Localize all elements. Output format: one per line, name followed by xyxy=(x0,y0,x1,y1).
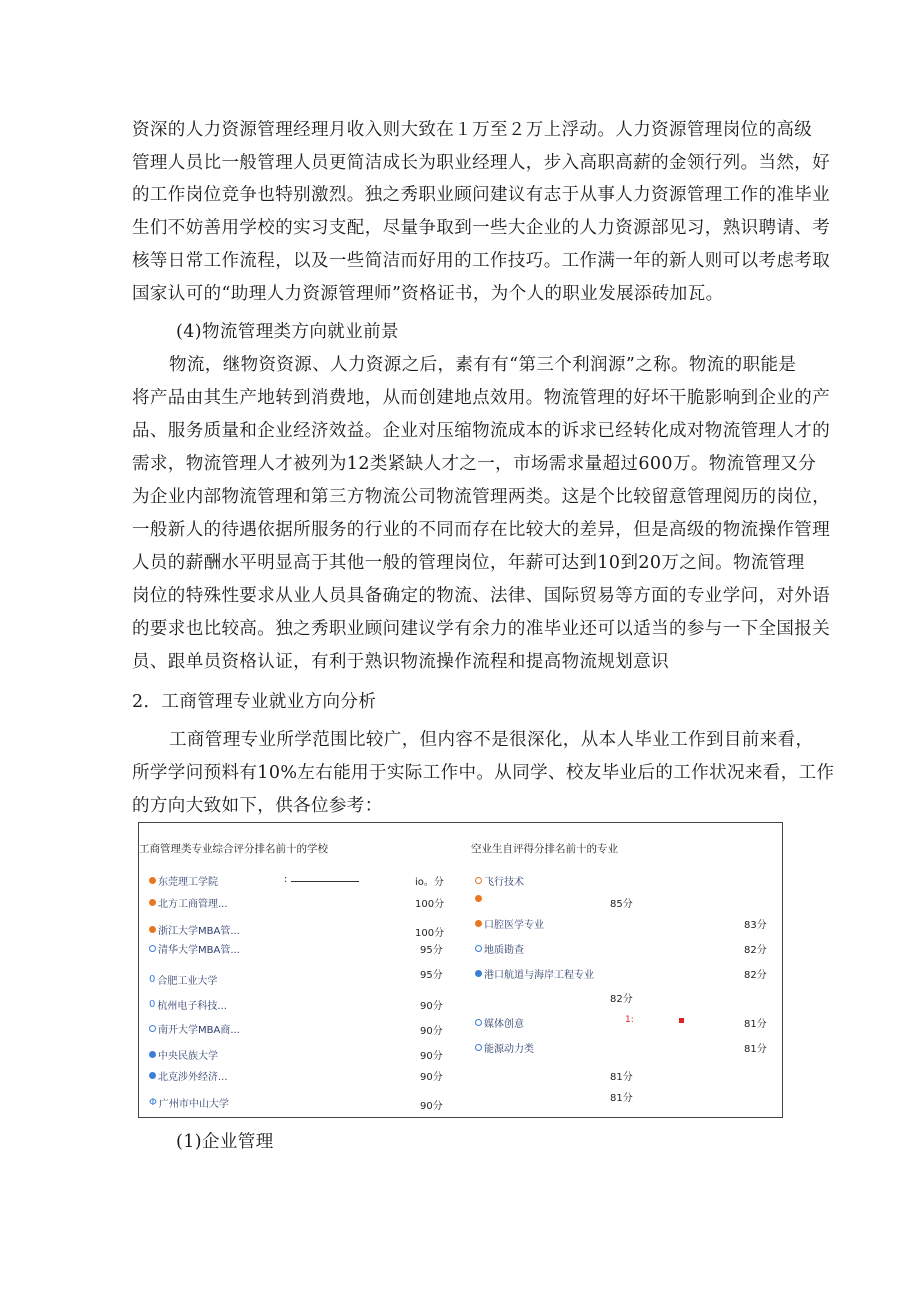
major-item xyxy=(475,916,544,931)
school-name: 广州市中山大学 xyxy=(158,1099,229,1110)
para-line: 资深的人力资源管理经理月收入则大致在１万至２万上浮动。人力资源管理岗位的高级 xyxy=(132,120,813,140)
school-item xyxy=(149,1068,228,1083)
major-item xyxy=(475,1040,534,1055)
major-name: 地质勘查 xyxy=(484,945,524,956)
major-item xyxy=(475,1015,524,1030)
section-heading: (4)物流管理类方向就业前景 xyxy=(176,322,399,342)
school-name: 杭州电子科技... xyxy=(157,1001,227,1012)
school-score: io。分 xyxy=(415,877,444,888)
rank-marker: 0 xyxy=(149,999,156,1010)
rank-dot-icon xyxy=(149,877,156,884)
rank-dot-icon xyxy=(475,895,482,902)
major-score: 82分 xyxy=(744,970,767,981)
school-item xyxy=(149,895,228,910)
school-item xyxy=(149,1095,229,1110)
major-name: 飞行技术 xyxy=(484,877,524,888)
rank-dot-icon xyxy=(149,899,156,906)
para-line: 所学学问预料有10%左右能用于实际工作中。从同学、校友毕业后的工作状况来看，工作 xyxy=(132,763,835,783)
major-name: 媒体创意 xyxy=(484,1019,524,1030)
rank-ring-icon xyxy=(475,1044,482,1051)
major-score: 81分 xyxy=(744,1044,767,1055)
rank-dot-icon xyxy=(149,1072,156,1079)
red-mark-text: 1: xyxy=(625,1015,634,1025)
rank-dot-icon xyxy=(149,1051,156,1058)
rank-marker: Φ xyxy=(149,1097,157,1108)
para-line: 人员的薪酬水平明显高于其他一般的管理岗位，年薪可达到10到20万之间。物流管理 xyxy=(132,553,805,573)
major-score: 85分 xyxy=(610,899,633,910)
major-score: 82分 xyxy=(744,945,767,956)
para-line: 的方向大致如下，供各位参考： xyxy=(132,796,383,816)
para-line: 核等日常工作流程，以及一些简洁而好用的工作技巧。工作满一年的新人则可以考虑考取 xyxy=(132,251,831,271)
major-name: 口腔医学专业 xyxy=(484,920,544,931)
rank-ring-icon xyxy=(149,945,156,952)
para-line: 需求，物流管理人才被列为12类紧缺人才之一，市场需求量超过600万。物流管理又分 xyxy=(132,454,817,474)
school-score: 100分 xyxy=(415,928,445,939)
rank-dot-icon xyxy=(475,970,482,977)
para-line: 管理人员比一般管理人员更简洁成长为职业经理人，步入高职高薪的金领行列。当然，好 xyxy=(132,153,831,173)
school-score: 100分 xyxy=(415,899,445,910)
school-item xyxy=(149,1021,240,1036)
major-score: 81分 xyxy=(610,1072,633,1083)
section-heading: (1)企业管理 xyxy=(176,1132,274,1152)
rank-dot-icon xyxy=(475,920,482,927)
major-item xyxy=(475,873,524,888)
school-name: 清华大学MBA管... xyxy=(158,945,240,956)
school-item xyxy=(149,972,217,987)
school-score: 90分 xyxy=(420,1072,443,1083)
school-score: 95分 xyxy=(420,945,443,956)
major-name: 港口航道与海岸工程专业 xyxy=(484,970,594,981)
school-score: 95分 xyxy=(420,970,443,981)
para-line: 的要求也比较高。独之秀职业顾问建议学有余力的准毕业还可以适当的参与一下全国报关 xyxy=(132,619,831,639)
school-score: 90分 xyxy=(420,1101,443,1112)
blank-field: : xyxy=(284,873,359,885)
para-line: 生们不妨善用学校的实习支配，尽量争取到一些大企业的人力资源部见习，熟识聘请、考 xyxy=(132,218,831,238)
school-name: 北克涉外经济... xyxy=(158,1072,228,1083)
school-item xyxy=(149,873,218,888)
section-heading: 2．工商管理专业就业方向分析 xyxy=(132,692,377,712)
school-name: 浙江大学MBA管... xyxy=(158,926,240,937)
major-item xyxy=(475,966,594,981)
para-line: 一般新人的待遇依据所服务的行业的不同而存在比较大的差异，但是高级的物流操作管理 xyxy=(132,520,831,540)
rank-dot-icon xyxy=(149,926,156,933)
major-score: 81分 xyxy=(744,1019,767,1030)
major-score: 83分 xyxy=(744,920,767,931)
para-line: 的工作岗位竞争也特别激烈。独之秀职业顾问建议有志于从事人力资源管理工作的准毕业 xyxy=(132,185,831,205)
school-score: 90分 xyxy=(420,1026,443,1037)
rank-ring-icon xyxy=(475,877,482,884)
school-score: 90分 xyxy=(420,1051,443,1062)
major-score: 82分 xyxy=(610,994,633,1005)
rank-marker: 0 xyxy=(149,974,156,985)
school-name: 东莞理工学院 xyxy=(158,877,218,888)
school-name: 合肥工业大学 xyxy=(157,976,218,987)
para-line: 物流，继物资资源、人力资源之后，素有有“第三个利润源”之称。物流的职能是 xyxy=(169,355,797,375)
rank-ring-icon xyxy=(475,1019,482,1026)
major-score: 81分 xyxy=(610,1093,633,1104)
para-line: 国家认可的“助理人力资源管理师”资格证书，为个人的职业发展添砖加瓦。 xyxy=(132,284,724,304)
rank-ring-icon xyxy=(475,945,482,952)
school-name: 中央民族大学 xyxy=(158,1051,218,1062)
ranking-figure xyxy=(138,822,783,1118)
red-square-icon xyxy=(679,1018,684,1023)
school-item xyxy=(149,1047,218,1062)
para-line: 为企业内部物流管理和第三方物流公司物流管理两类。这是个比较留意管理阅历的岗位， xyxy=(132,487,831,507)
major-name: 能源动力类 xyxy=(484,1044,534,1055)
rank-marker-row xyxy=(475,895,484,902)
para-line: 将产品由其生产地转到消费地，从而创建地点效用。物流管理的好坏干脆影响到企业的产 xyxy=(132,388,831,408)
school-item xyxy=(149,997,227,1012)
major-item xyxy=(475,941,524,956)
school-name: 北方工商管理... xyxy=(158,899,228,910)
school-item xyxy=(149,922,240,937)
school-name: 南开大学MBA商... xyxy=(158,1025,240,1036)
para-line: 工商管理专业所学范围比较广，但内容不是很深化，从本人毕业工作到目前来看， xyxy=(169,730,814,750)
school-score: 90分 xyxy=(420,1001,443,1012)
rank-ring-icon xyxy=(149,1025,156,1032)
para-line: 员、跟单员资格认证，有利于熟识物流操作流程和提高物流规划意识 xyxy=(132,652,669,672)
right-ranking-title: 空业生自评得分排名前十的专业 xyxy=(471,843,618,855)
school-item xyxy=(149,941,240,956)
para-line: 品、服务质量和企业经济效益。企业对压缩物流成本的诉求已经转化成对物流管理人才的 xyxy=(132,421,831,441)
para-line: 岗位的特殊性要求从业人员具备确定的物流、法律、国际贸易等方面的专业学问，对外语 xyxy=(132,586,831,606)
left-ranking-title: 工商管理类专业综合评分排名前十的学校 xyxy=(139,843,328,855)
